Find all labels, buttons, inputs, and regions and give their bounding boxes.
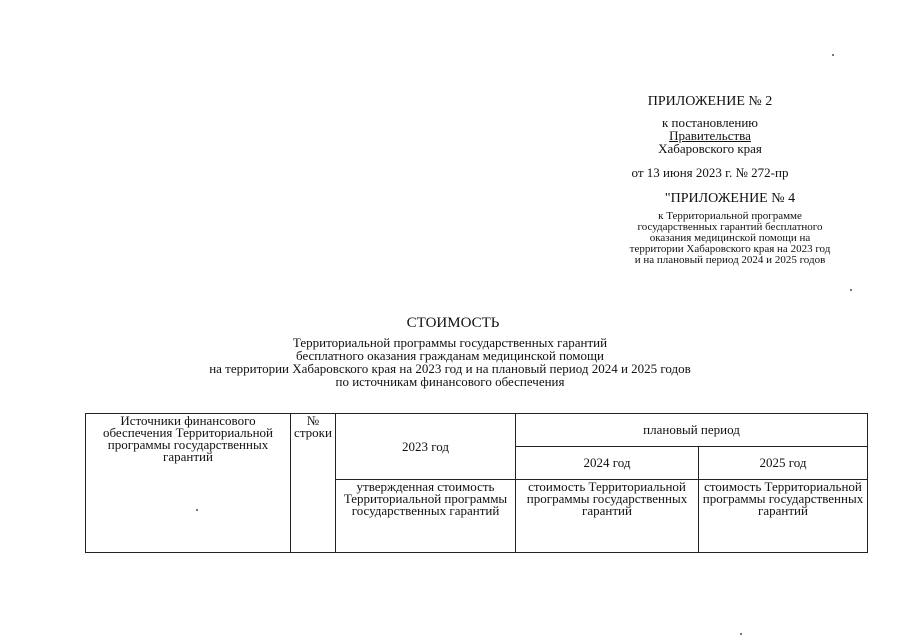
annex-2-line: и на плановый период 2024 и 2025 годов (634, 254, 826, 266)
header-2023: 2023 год (336, 414, 516, 480)
annex-2-line: оказания медицинской помощи на (649, 232, 811, 244)
subheader-2024: стоимость Территориальной программы государственных гарантий (516, 480, 699, 553)
document-title: СТОИМОСТЬ (406, 315, 500, 331)
subheader-2023: утвержденная стоимость Территориальной программы государственных гарантий (336, 480, 516, 553)
annex-1-title: ПРИЛОЖЕНИЕ № 2 (647, 94, 773, 109)
annex-1-line: к постановлению (661, 115, 759, 130)
header-2024: 2024 год (516, 447, 699, 480)
document-subtitle (150, 336, 750, 388)
annex-2-line: территории Хабаровского края на 2023 год (629, 243, 831, 255)
scan-speck (196, 509, 198, 511)
annex-2-title: "ПРИЛОЖЕНИЕ № 4 (664, 191, 796, 206)
annex-2-reference (590, 211, 870, 266)
scan-speck (832, 54, 834, 56)
annex-1-date: от 13 июня 2023 г. № 272-пр (631, 165, 789, 180)
annex-1-line: Хабаровского края (658, 141, 762, 156)
annex-1-line: Правительства (669, 128, 751, 143)
subtitle-line: бесплатного оказания гражданам медицинской помощи (296, 348, 604, 363)
annex-2-line: государственных гарантий бесплатного (637, 221, 823, 233)
scan-speck (740, 633, 742, 635)
header-row-number: № строки (291, 414, 336, 553)
annex-1-reference (600, 116, 820, 155)
subheader-2025: стоимость Территориальной программы государственных гарантий (699, 480, 868, 553)
header-planned-period: плановый период (516, 414, 868, 447)
subtitle-line: на территории Хабаровского края на 2023 год и на плановый период 2024 и 2025 годов (209, 361, 691, 376)
annex-2-line: к Территориальной программе (658, 210, 802, 222)
header-2025: 2025 год (699, 447, 868, 480)
subtitle-line: по источникам финансового обеспечения (335, 374, 565, 389)
cost-table (85, 413, 868, 553)
header-sources: Источники финансового обеспечения Территориальной программы государственных гарантий (86, 414, 291, 553)
subtitle-line: Территориальной программы государственных гарантий (292, 335, 608, 350)
scan-speck (850, 289, 852, 291)
